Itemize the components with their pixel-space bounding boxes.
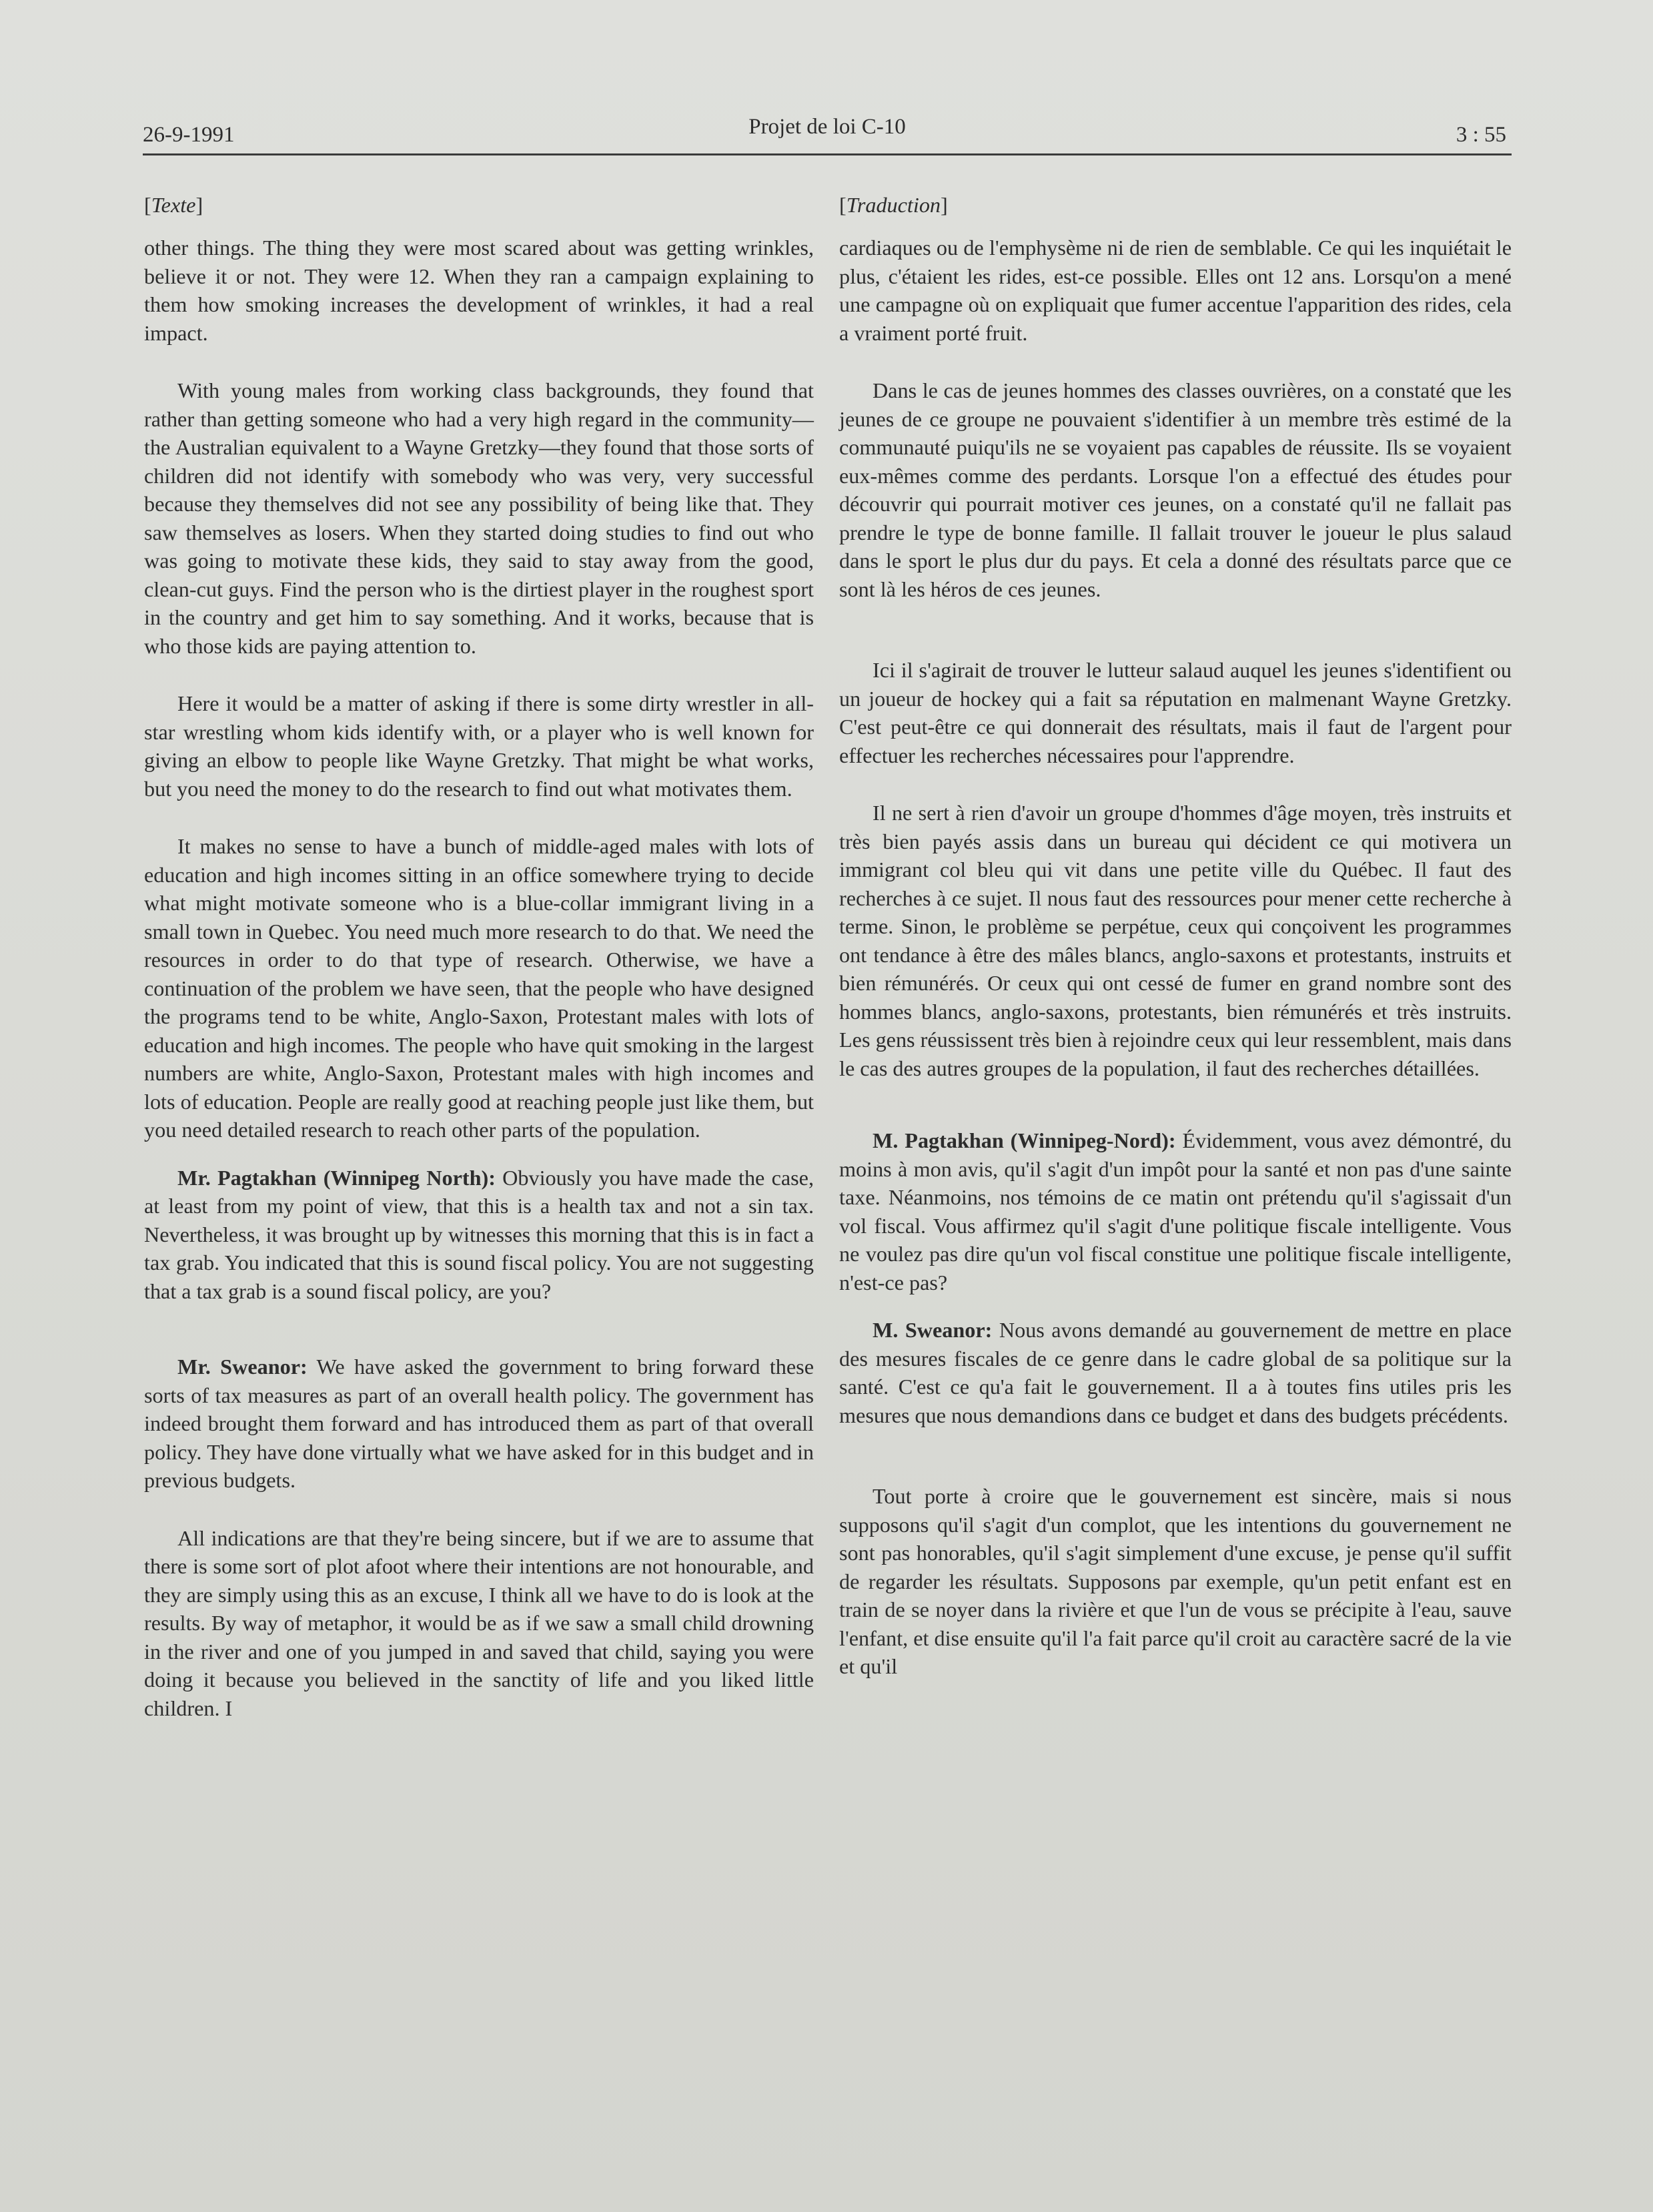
speaker-name: Mr. Sweanor: xyxy=(177,1355,308,1379)
paragraph-text: It makes no sense to have a bunch of middle-aged males with lots of education and high incomes sitting in an office somewhere trying to decide what might motivate someone who is a blue-collar immigrant living in a small town in Quebec. You need much more research to do that. We need the resources in order to do that type of research. Otherwise, we have a continuation of the problem we have seen, that the people who have designed the programs tend to be white, Anglo-Saxon, Protestant males with lots of education and high incomes. The people who have quit smoking in the largest numbers are white, Anglo-Saxon, Protestant males with high incomes and lots of education. People are really good at reaching people just like them, but you need detailed research to reach other parts of the population. xyxy=(144,834,814,1142)
paragraph-text: Obviously you have made the case, at least from my point of view, that this is a health tax and not a sin tax. Nevertheless, it was brought up by witnesses this morning that this is in fact a tax grab. You indicated that this is sound fiscal policy. You are not suggesting that a tax grab is a sound fiscal policy, are you? xyxy=(144,1165,814,1303)
header-date: 26-9-1991 xyxy=(143,123,235,147)
right-column-tag: [Traduction] xyxy=(839,193,948,217)
right-paragraph xyxy=(839,1482,1512,1681)
right-paragraph xyxy=(839,376,1512,603)
right-column-tag-label: Traduction xyxy=(846,193,941,217)
speaker-name: Mr. Pagtakhan (Winnipeg North): xyxy=(177,1165,496,1190)
page-header xyxy=(143,112,1512,155)
left-paragraph xyxy=(144,376,814,660)
left-paragraph xyxy=(144,1353,814,1495)
paragraph-text: Il ne sert à rien d'avoir un groupe d'hommes d'âge moyen, très instruits et très bien payés assis dans un bureau qui décident ce qui motivera un immigrant col bleu qui vit dans une petite ville du Québec. Il faut des recherches à ce sujet. Il nous faut des ressources pour mener cette recherche à terme. Sinon, le problème se perpétue, ceux qui conçoivent les programmes ont tendance à être des mâles blancs, anglo-saxons et protestants, instruits et bien rémunérés. Or ceux qui ont cessé de fumer en grand nombre sont des hommes blancs, anglo-saxons, protestants, bien rémunérés et très instruits. Les gens réussissent très bien à rejoindre ceux qui leur ressemblent, mais dans le cas des autres groupes de la population, il faut des recherches détaillées. xyxy=(839,801,1512,1080)
paragraph-text: cardiaques ou de l'emphysème ni de rien de semblable. Ce qui les inquiétait le plus, c'étaient les rides, est-ce possible. Elles ont 12 ans. Lorsqu'on a mené une campagne où on expliquait que fumer accentue l'apparition des rides, cela a vraiment porté fruit. xyxy=(839,236,1512,345)
right-paragraph xyxy=(839,1316,1512,1429)
right-paragraph xyxy=(839,799,1512,1082)
header-title: Projet de loi C-10 xyxy=(748,115,906,139)
paragraph-text: Dans le cas de jeunes hommes des classes ouvrières, on a constaté que les jeunes de ce groupe ne pouvaient s'identifier à un membre très estimé de la communauté puiqu'ils ne se voyaient pas capables de réussite. Ils se voyaient eux-mêmes comme des perdants. Lorsque l'on a effectué des études pour découvrir qui pourrait motiver ces jeunes, on a constaté qu'il ne fallait pas prendre le type de bonne famille. Il fallait trouver le joueur le plus salaud dans le sport le plus dur du pays. Et cela a donné des résultats parce que ce sont là les héros de ces jeunes. xyxy=(839,378,1512,601)
left-paragraph xyxy=(144,234,814,347)
left-paragraph xyxy=(144,1524,814,1723)
paragraph-text: other things. The thing they were most scared about was getting wrinkles, believe it or not. They were 12. When they ran a campaign explaining to them how smoking increases the development of wrinkles, it had a real impact. xyxy=(144,236,814,345)
right-paragraph xyxy=(839,656,1512,769)
speaker-name: M. Sweanor: xyxy=(873,1318,993,1342)
paragraph-text: With young males from working class backgrounds, they found that rather than getting someone who had a very high regard in the community—the Australian equivalent to a Wayne Gretzky—they found that those sorts of children did not identify with somebody who was very, very successful because they themselves did not see any possibility of being like that. They saw themselves as losers. When they started doing studies to find out who was going to motivate these kids, they said to stay away from the good, clean-cut guys. Find the person who is the dirtiest player in the roughest sport in the country and get him to say something. And it works, because that is who those kids are paying attention to. xyxy=(144,378,814,658)
paragraph-text: Ici il s'agirait de trouver le lutteur salaud auquel les jeunes s'identifient ou un joueur de hockey qui a fait sa réputation en malmenant Wayne Gretzky. C'est peut-être ce qui donnerait des résultats, mais il faut de l'argent pour effectuer les recherches nécessaires pour l'apprendre. xyxy=(839,658,1512,767)
header-page-number: 3 : 55 xyxy=(1456,123,1506,147)
left-column-tag: [Texte] xyxy=(144,193,203,217)
right-paragraph xyxy=(839,234,1512,347)
speaker-name: M. Pagtakhan (Winnipeg-Nord): xyxy=(873,1128,1176,1152)
paragraph-text: Tout porte à croire que le gouvernement est sincère, mais si nous supposons qu'il s'agit d'un complot, que les intentions du gouvernement ne sont pas honorables, qu'il s'agit simplement d'une excuse, je pense qu'il suffit de regarder les résultats. Supposons par exemple, qu'un petit enfant est en train de se noyer dans la rivière et que l'un de vous se précipite à l'eau, sauve l'enfant, et dise ensuite qu'il l'a fait parce qu'il croit au caractère sacré de la vie et qu'il xyxy=(839,1484,1512,1678)
paragraph-text: All indications are that they're being sincere, but if we are to assume that there is some sort of plot afoot where their intentions are not honourable, and they are simply using this as an excuse, I think all we have to do is look at the results. By way of metaphor, it would be as if we saw a small child drowning in the river and one of you jumped in and saved that child, saying you were doing it because you believed in the sanctity of life and you liked little children. I xyxy=(144,1525,814,1720)
left-paragraph xyxy=(144,832,814,1144)
left-paragraph xyxy=(144,1164,814,1306)
paragraph-text: We have asked the government to bring forward these sorts of tax measures as part of an overall health policy. The government has indeed brought them forward and has introduced them as part of that overall policy. They have done virtually what we have asked for in this budget and in previous budgets. xyxy=(144,1355,814,1492)
left-paragraph xyxy=(144,689,814,803)
paragraph-text: Évidemment, vous avez démontré, du moins à mon avis, qu'il s'agit d'un impôt pour la santé et non pas d'une sainte taxe. Néanmoins, nos témoins de ce matin ont prétendu qu'il s'agissait d'un vol fiscal. Vous affirmez qu'il s'agit d'une politique fiscale intelligente. Vous ne voulez pas dire qu'un vol fiscal constitue une politique fiscale intelligente, n'est-ce pas? xyxy=(839,1128,1512,1295)
right-paragraph xyxy=(839,1126,1512,1297)
right-column xyxy=(839,191,1512,1681)
left-column-tag-label: Texte xyxy=(151,193,196,217)
paragraph-text: Nous avons demandé au gouvernement de mettre en place des mesures fiscales de ce genre dans le cadre global de sa politique sur la santé. C'est ce qu'a fait le gouvernement. Il a à toutes fins utiles pris les mesures que nous demandions dans ce budget et dans des budgets précédents. xyxy=(839,1318,1512,1427)
left-column xyxy=(144,191,814,1722)
paragraph-text: Here it would be a matter of asking if there is some dirty wrestler in all-star wrestling whom kids identify with, or a player who is well known for giving an elbow to people like Wayne Gretzky. That might be what works, but you need the money to do the research to find out what motivates them. xyxy=(144,691,814,801)
